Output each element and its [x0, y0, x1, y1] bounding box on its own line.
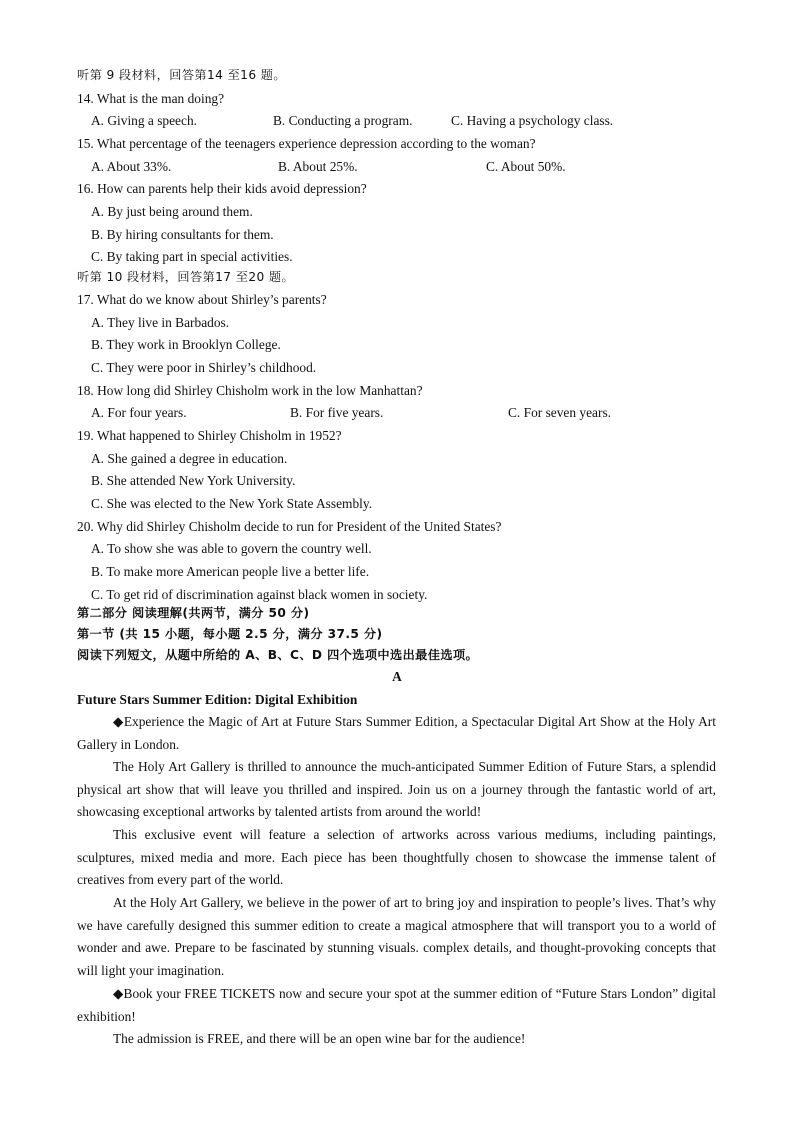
option-b: B. About 25%.: [278, 159, 358, 174]
option-b: B. Conducting a program.: [273, 113, 413, 128]
question-17: 17. What do we know about Shirley’s parents?: [77, 292, 327, 307]
question-18-options: [0, 404, 794, 421]
paragraph-5: ◆Book your FREE TICKETS now and secure your spot at the summer edition of “Future Stars London” digital exhibition!: [77, 986, 716, 1024]
option-b: B. For five years.: [290, 405, 384, 420]
question-19-option-b: B. She attended New York University.: [91, 473, 296, 488]
question-16-option-a: A. By just being around them.: [91, 204, 253, 219]
section-10-header: 听第 10 段材料，回答第17 至20 题。: [77, 270, 295, 284]
paragraph-1: ◆Experience the Magic of Art at Future Stars Summer Edition, a Spectacular Digital Art Show at the Holy Art Gallery in London.: [77, 714, 716, 752]
option-a: A. About 33%.: [91, 159, 172, 174]
question-20-option-b: B. To make more American people live a better life.: [91, 564, 370, 579]
option-a: A. Giving a speech.: [91, 113, 197, 128]
question-14: 14. What is the man doing?: [77, 91, 225, 106]
question-17-option-a: A. They live in Barbados.: [91, 315, 230, 330]
question-15: 15. What percentage of the teenagers experience depression according to the woman?: [77, 136, 536, 151]
paragraph-2: The Holy Art Gallery is thrilled to announce the much-anticipated Summer Edition of Future Stars, a splendid physical art show that will leave you thrilled and inspired. Join us on a journey through the fantastic world of art, showcasing exceptional artworks by talented artists from around the world!: [77, 759, 716, 820]
passage-letter: A: [392, 669, 402, 684]
question-16: 16. How can parents help their kids avoid depression?: [77, 181, 367, 196]
section-1-header: 第一节 (共 15 小题，每小题 2.5 分，满分 37.5 分): [77, 627, 383, 641]
section-9-header: 听第 9 段材料，回答第14 至16 题。: [77, 68, 286, 82]
question-20-option-a: A. To show she was able to govern the country well.: [91, 541, 372, 556]
paragraph-6: The admission is FREE, and there will be an open wine bar for the audience!: [113, 1031, 526, 1046]
passage-title: Future Stars Summer Edition: Digital Exhibition: [77, 692, 358, 707]
question-17-option-c: C. They were poor in Shirley’s childhood.: [91, 360, 317, 375]
option-c: C. About 50%.: [486, 159, 566, 174]
question-14-options: [0, 112, 794, 129]
question-17-option-b: B. They work in Brooklyn College.: [91, 337, 281, 352]
option-c: C. For seven years.: [508, 405, 612, 420]
question-15-options: [0, 158, 794, 175]
question-18: 18. How long did Shirley Chisholm work in the low Manhattan?: [77, 383, 423, 398]
option-c: C. Having a psychology class.: [451, 113, 614, 128]
question-19-option-c: C. She was elected to the New York State Assembly.: [91, 496, 373, 511]
question-19-option-a: A. She gained a degree in education.: [91, 451, 288, 466]
question-20: 20. Why did Shirley Chisholm decide to run for President of the United States?: [77, 519, 502, 534]
option-a: A. For four years.: [91, 405, 187, 420]
part-2-header: 第二部分 阅读理解(共两节，满分 50 分): [77, 606, 310, 620]
paragraph-3: This exclusive event will feature a selection of artworks across various mediums, including paintings, sculptures, mixed media and more. Each piece has been thoughtfully chosen to showcase the immense talent of creatives from every part of the world.: [77, 827, 716, 888]
reading-instruction: 阅读下列短文，从题中所给的 A、B、C、D 四个选项中选出最佳选项。: [77, 648, 479, 662]
question-20-option-c: C. To get rid of discrimination against black women in society.: [91, 587, 428, 602]
question-19: 19. What happened to Shirley Chisholm in 1952?: [77, 428, 342, 443]
question-16-option-b: B. By hiring consultants for them.: [91, 227, 274, 242]
question-16-option-c: C. By taking part in special activities.: [91, 249, 293, 264]
paragraph-4: At the Holy Art Gallery, we believe in the power of art to bring joy and inspiration to people’s lives. That’s why we have carefully designed this summer edition to create a magical atmosphere that will transport you to a world of wonder and awe. Prepare to be fascinated by stunning visuals. complex details, and thought-provoking concepts that will light your imagination.: [77, 895, 716, 978]
